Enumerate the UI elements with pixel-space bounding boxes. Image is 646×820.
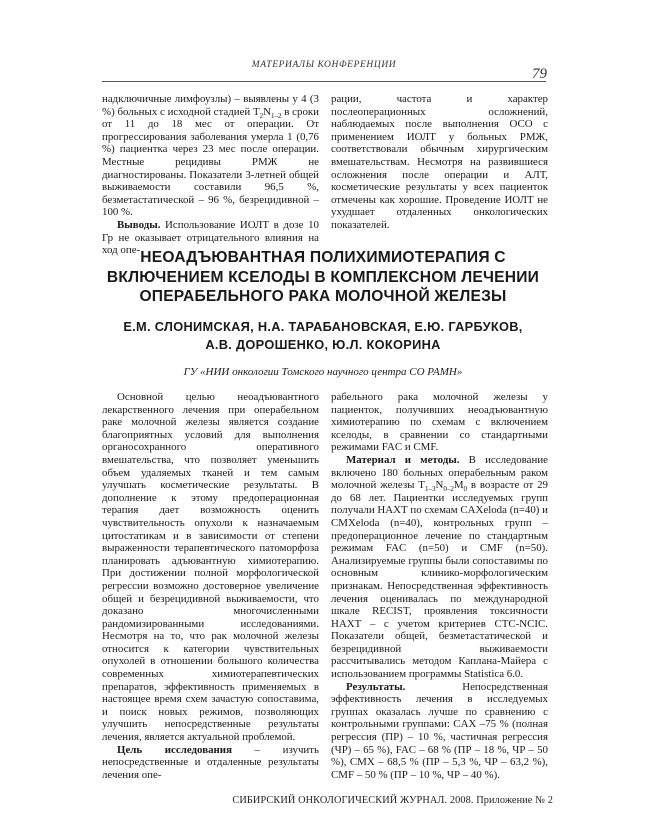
aim-paragraph: Цель исследования – изучить непосредственные и отдаленные результаты лечения опе- <box>102 743 319 781</box>
authors-line-2: А.В. ДОРОШЕНКО, Ю.Л. КОКОРИНА <box>205 337 441 352</box>
journal-footer: СИБИРСКИЙ ОНКОЛОГИЧЕСКИЙ ЖУРНАЛ. 2008. Приложение № 2 <box>232 795 553 806</box>
article-left-column <box>102 391 319 781</box>
article-authors <box>80 318 566 354</box>
prev-article-paragraph-continued: рации, частота и характер послеоперационных осложнений, наблюдаемых после выполнения ОСО с применением ИОЛТ у больных РМЖ, соответствовали обычным хирургическим вмешательствам. Несмотря на развившиеся осложнения после операции и АЛТ, косметические результаты у всех пациенток отмечены как хорошие. Проведение ИОЛТ не ухудшает отдаленных онкологических показателей. <box>331 93 548 231</box>
header-rule <box>102 81 546 82</box>
prev-article-conclusions: Выводы. Использование ИОЛТ в дозе 10 Гр не оказывает отрицательного влияния на ход опе- <box>102 218 319 257</box>
journal-section-header: МАТЕРИАЛЫ КОНФЕРЕНЦИИ <box>251 60 397 70</box>
results-paragraph: Результаты. Непосредственная эффективность лечения в исследуемых группах оказалась лучше по сравнению с контрольными группами: CAX –75 % (полная регрессия (ПР) – 10 %, частичная регрессия (ЧР) – 65 %), FAC – 68 % (ПР – 18 %, ЧР – 50 %), CMX – 68,5 % (ПР – 5,3 %, ЧР – 63,2 %), CMF – 50 % (ПР – 10 %, ЧР – 40 %). <box>331 680 548 781</box>
page-number: 79 <box>532 66 547 82</box>
article-title: НЕОАДЪЮВАНТНАЯ ПОЛИХИМИОТЕРАПИЯ С ВКЛЮЧЕНИЕМ КСЕЛОДЫ В КОМПЛЕКСНОМ ЛЕЧЕНИИ ОПЕРАБЕЛЬНОГО РАКА МОЛОЧНОЙ ЖЕЛЕЗЫ <box>106 249 540 305</box>
prev-article-right-column <box>331 93 548 232</box>
methods-paragraph: Материал и методы. В исследование включено 180 больных операбельным раком молочной железы $T_{1-3}N_{0-2}M_0$ в возрасте от 29 до 68 лет. Пациентки исследуемых групп получали НАХТ по схемам CAXeloda (n=40) и CMXeloda (n=40), контрольных групп – предоперационное лечение по стандартным режимам FAC (n=50) и CMF (n=50). Анализируемые группы были сопоставимы по основным клинико-морфологическим признакам. Непосредственная эффективность лечения оценивалась по международной шкале RECIST, проявления токсичности НАХТ – с учетом критериев CTC-NCIC. Показатели общей, безметастатической и безрецидивной выживаемости рассчитывались методом Каплана-Майера с использованием программы Statistica 6.0. <box>331 453 549 681</box>
prev-article-paragraph: надключичные лимфоузлы) – выявлены у 4 (3 %) больных с исходной стадией $T_2N_{1-2}$ в сроки от 11 до 18 мес от операции. От прогрессирования заболевания умерла 1 (0,76 %) пациентка через 23 мес после операции. Местные рецидивы РМЖ не диагностированы. Показатели 3-летней общей выживаемости составили 96,5 %, безметастатической – 96 %, безрецидивной – 100 %. <box>102 93 320 219</box>
prev-article-left-column <box>102 93 319 257</box>
authors-line-1: Е.М. СЛОНИМСКАЯ, Н.А. ТАРАБАНОВСКАЯ, Е.Ю. ГАРБУКОВ, <box>123 319 523 334</box>
article-affiliation: ГУ «НИИ онкологии Томского научного центра СО РАМН» <box>183 366 463 378</box>
intro-paragraph: Основной целью неоадъювантного лекарственного лечения при операбельном раке молочной железы является создание благоприятных условий для выполнения органосохранного оперативного вмешательства, что позволяет уменьшить объем удаляемых тканей и тем самым улучшать косметические результаты. В дополнение к этому предоперационная терапия дает возможность оценить чувствительность опухоли к назначаемым цитостатикам и в зависимости от степени выраженности терапевтического патоморфоза планировать адъювантную химиотерапию. При достижении полной морфологической регрессии возможно достоверное увеличение общей и безрецидивной выживаемости, что доказано многочисленными рандомизированными исследованиями. Несмотря на то, что рак молочной железы относится к категории чувствительных опухолей в отношении большого количества современных химиотерапевтических препаратов, эффективность применяемых в настоящее время схем зачастую сопоставима, и поиск новых режимов, позволяющих улучшить непосредственные результаты лечения, является актуальной проблемой. <box>102 391 319 744</box>
article-right-column <box>331 391 548 781</box>
intro-paragraph-continued: рабельного рака молочной железы у пациенток, получивших неоадъювантную химиотерапию по схемам с включением кселоды, в сравнении со стандартными режимами FAC и CMF. <box>331 391 548 454</box>
